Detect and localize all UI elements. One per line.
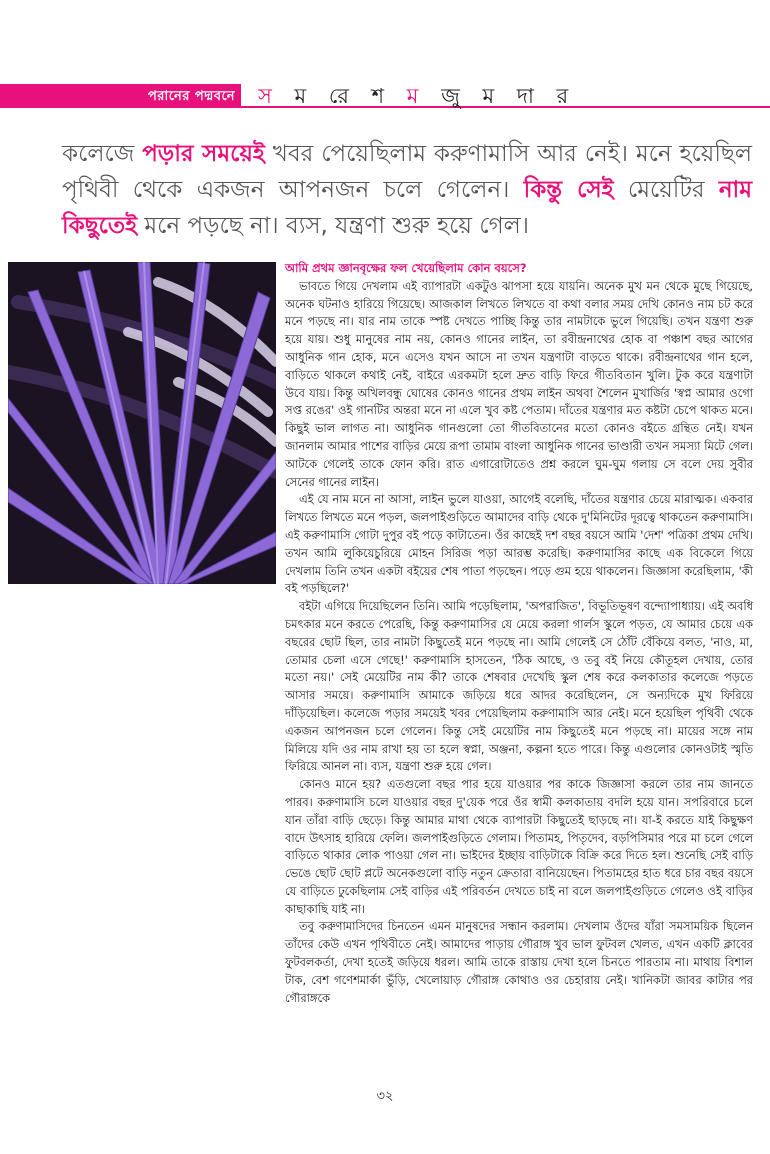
author-name [258,80,576,115]
page-number: ৩২ [376,1089,394,1104]
pull-quote-highlight: পড়ার সময়েই [142,141,265,167]
palm-leaf-illustration [8,262,276,584]
pull-quote-text: খবর পেয়েছিলাম করুণামাসি আর নেই। মনে হয়েছিল পৃথিবী থেকে একজন আপনজন চলে গেলেন। [62,141,752,203]
article-paragraph: ভাবতে গিয়ে দেখলাম এই ব্যাপারটা একটুও ঝাপসা হয়ে যায়নি। অনেক মুখ মন থেকে মুছে গিয়েছে, অনেক ঘটনাও হারিয়ে গিয়েছে। আজকাল লিখতে লিখতে বা কথা বলার সময় দেখি কোনও নাম চট করে মনে পড়ছে না। যার নাম তাকে স্পষ্ট দেখতে পাচ্ছি কিন্তু তার নামটাকে ভুলে গিয়েছি। তখন যন্ত্রণা শুরু হয়ে যায়। শুধু মানুষের নাম নয়, কোনও গানের লাইন, তা রবীন্দ্রনাথের হোক বা পঞ্চাশ বছর আগের আধুনিক গান হোক, মনে এসেও যখন আসে না তখন যন্ত্রণাটা বাড়তে থাকে। রবীন্দ্রনাথের গান হলে, বাড়িতে থাকলে কথাই নেই, বাইরে এরকমটা হলে দ্রুত বাড়ি ফিরে গীতবিতান খুলি। টুক করে যন্ত্রণাটা উবে যায়। কিন্তু অখিলবন্ধু ঘোষের কোনও গানের প্রথম লাইন অথবা শৈলেন মুখার্জির 'স্বপ্ন আমার ওগো সপ্ত রঙের' ওই গানটির অন্তরা মনে না এলে খুব কষ্ট পেতাম। দাঁতের যন্ত্রণার মত কষ্টটা চেপে থাকত মনে। কিছুই ভাল লাগত না। আধুনিক গানগুলো তো গীতবিতানের মতো কোনও বইতে গ্রন্থিত নেই। যখন জানলাম আমার পাশের বাড়ির মেয়ে রূপা তামাম বাংলা আধুনিক গানের ভাণ্ডারী তখন সমস্যা মিটে গেল। আটকে গেলেই তাকে ফোন করি। রাত এগারোটাতেও প্রশ্ন করলে ঘুম-ঘুম গলায় সে বলে দেয় সুবীর সেনের গানের লাইন। [285,278,753,489]
author-last-initial: ম [406,84,427,108]
author-first-rest: ম রে শ [279,84,407,108]
article-paragraph: এই যে নাম মনে না আসা, লাইন ভুলে যাওয়া, আগেই বলেছি, দাঁতের যন্ত্রণার চেয়ে মারাত্মক। একবার লিখতে লিখতে মনে পড়ল, জলপাইগুড়িতে আমাদের বাড়ি থেকে দু'মিনিটের দূরত্বে থাকতেন করুণামাসি। এই করুণামাসি গোটা দুপুর বই পড়ে কাটাতেন। ওঁর কাছেই দশ বছর বয়সে আমি 'দেশ' পত্রিকা প্রথম দেখি। তখন আমি লুকিয়েচুরিয়ে মোহন সিরিজ পড়া আরম্ভ করেছি। করুণামাসির কাছে এক বিকেলে গিয়ে দেখলাম তিনি তখন একটা বইয়ের শেষ পাতা পড়ছেন। পড়ে গুম হয়ে থাকলেন। জিজ্ঞাসা করেছিলাম, 'কী বই পড়ছিলে?' [285,492,753,596]
author-first-initial: স [258,84,280,108]
pull-quote-highlight: কিন্তু সেই [523,177,614,203]
pull-quote-text: মনে পড়ছে না। ব্যস, যন্ত্রণা শুরু হয়ে গেল। [137,213,530,239]
pull-quote-text: মেয়েটির [613,177,719,203]
article-subheading: আমি প্রথম জ্ঞানবৃক্ষের ফল খেয়েছিলাম কোন বয়সে? [285,261,527,275]
pull-quote [62,136,752,244]
article-paragraph: বইটা এগিয়ে দিয়েছিলেন তিনি। আমি পড়েছিলাম, 'অপরাজিত', বিভূতিভূষণ বন্দ্যোপাধ্যায়। এই অবধি চমৎকার মনে করতে পেরেছি, কিন্তু করুণামাসির যে মেয়ে করলা গার্লস স্কুলে পড়ত, যে আমার চেয়ে এক বছরের ছোট ছিল, তার নামটা কিছুতেই মনে পড়ছে না। আমি গেলেই সে ঠোঁট বেঁকিয়ে বলত, 'নাও, মা, তোমার চেলা এসে গেছে!' করুণামাসি হাসতেন, 'ঠিক আছে, ও তবু বই নিয়ে কৌতূহল দেখায়, তোর মতো নয়।' সেই মেয়েটির নাম কী? তাকে শেষবার দেখেছি স্কুল শেষ করে কলকাতার কলেজে পড়তে আসার সময়ে। করুণামাসি আমাকে জড়িয়ে ধরে আদর করেছিলেন, সে অন্যদিকে মুখ ফিরিয়ে দাঁড়িয়েছিল। কলেজে পড়ার সময়েই খবর পেয়েছিলাম করুণামাসি আর নেই। মনে হয়েছিল পৃথিবী থেকে একজন আপনজন চলে গেলেন। কিন্তু সেই মেয়েটির নাম কিছুতেই মনে পড়ছে না। মায়ের সঙ্গে নাম মিলিয়ে যদি ওর নাম রাখা হয় তা হলে স্বপ্না, অঞ্জনা, কল্পনা হতে পারে। কিন্তু এগুলোর কোনওটাই স্মৃতি ফিরিয়ে আনল না। ব্যস, যন্ত্রণা শুরু হয়ে গেল। [285,599,753,774]
pull-quote-text: কলেজে [62,141,143,167]
section-banner [0,84,241,108]
section-label: পরানের পদ্মবনে [147,89,235,104]
article-body [285,260,753,1007]
article-paragraph: কোনও মানে হয়? এতগুলো বছর পার হয়ে যাওয়ার পর কাকে জিজ্ঞাসা করলে তার নাম জানতে পারব। করুণামাসি চলে যাওয়ার বছর দু'য়েক পরে ওঁর স্বামী কলকাতায় বদলি হয়ে যান। সপরিবারে চলে যান তাঁরা বাড়ি ছেড়ে। কিন্তু আমার মাথা থেকে ব্যাপারটা কিছুতেই ছাড়ছে না। যা-ই করতে যাই কিছুক্ষণ বাদে উৎসাহ হারিয়ে ফেলি। জলপাইগুড়িতে গেলাম। পিতামহ, পিতৃদেব, বড়পিসিমার পরে মা চলে গেলে বাড়িতে থাকার লোক পাওয়া গেল না। ভাইদের ইচ্ছায় বাড়িটাকে বিক্রি করে দিতে হল। শুনেছি সেই বাড়ি ভেঙে ছোট ছোট প্লটে অনেকগুলো বাড়ি নতুন ক্রেতারা বানিয়েছেন। পিতামহের হাত ধরে চার বছর বয়সে যে বাড়িতে ঢুকেছিলাম সেই বাড়ির এই পরিবর্তন দেখতে চাই না বলে জলপাইগুড়িতে গেলেও ওই বাড়ির কাছাকাছি যাই না। [285,777,753,916]
article-paragraph: তবু করুণামাসিদের চিনতেন এমন মানুষদের সন্ধান করলাম। দেখলাম ওঁদের যাঁরা সমসাময়িক ছিলেন তাঁদের কেউ এখন পৃথিবীতে নেই। আমাদের পাড়ায় গৌরাঙ্গ খুব ভাল ফুটবল খেলত, এখন একটি ক্লাবের ফুটবলকর্তা, দেখা হতেই জড়িয়ে ধরল। আমি তাকে রাস্তায় দেখা হলে চিনতে পারতাম না। মাথায় বিশাল টাক, বেশ গণেশমার্কা ভুঁড়ি, খেলোয়াড় গৌরাঙ্গ কোথাও ওর চেহারায় নেই। খানিকটা জাবর কাটার পর গৌরাঙ্গকে [285,919,753,1005]
palm-leaf-photo [8,262,276,584]
author-last-rest: জু ম দা র [426,84,577,108]
pull-quote-highlight: নাম কিছুতেই [62,177,752,239]
